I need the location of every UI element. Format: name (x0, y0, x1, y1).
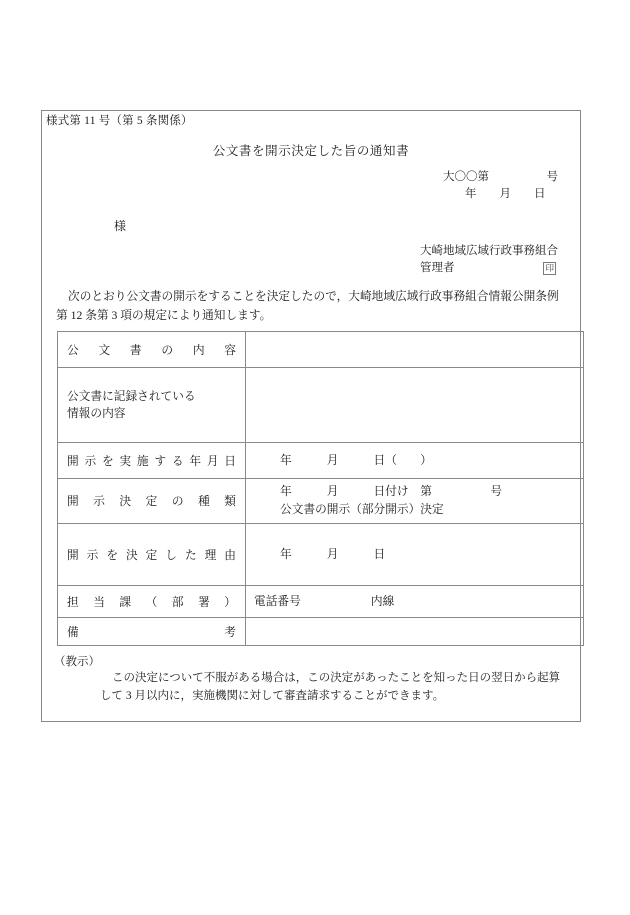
table-row (58, 443, 584, 479)
row-value-remarks[interactable] (246, 618, 584, 646)
notice-line-2: 3 月以内に，実施機関に対して審査請求することができます。 (125, 690, 445, 702)
row-label-document-content: 公文書の内容 (58, 332, 246, 368)
form-number: 様式第 11 号（第 5 条関係） (46, 115, 193, 127)
table-row (58, 332, 584, 368)
table-row (58, 479, 584, 524)
row-value-recorded-info[interactable] (246, 368, 584, 443)
notice-line-1: この決定について不服がある場合は，この決定があったことを知った日の翌日から起算して (100, 672, 561, 702)
document-date-line: 年 月 日 (465, 188, 546, 200)
row-label-decision-type: 開示決定の種類 (58, 479, 246, 524)
table-row (58, 368, 584, 443)
row-value-decision-type[interactable]: 年 月 日付け 第 号 公文書の開示（部分開示）決定 (246, 479, 584, 524)
row-value-document-content[interactable] (246, 332, 584, 368)
row-label-department: 担当課（部署） (58, 586, 246, 618)
row-label-decision-reason: 開示を決定した理由 (58, 524, 246, 586)
document-number-block (443, 169, 558, 203)
issuer-organization: 大崎地域広域行政事務組合 (420, 245, 558, 257)
table-row (58, 618, 584, 646)
row-value-department[interactable]: 電話番号 内線 (246, 586, 584, 618)
row-label-disclosure-date: 開示を実施する年月日 (58, 443, 246, 479)
form-sheet (41, 110, 581, 722)
notice-label: （教示） (54, 656, 100, 668)
disclosure-form-table (57, 331, 584, 646)
issuer-block (420, 243, 570, 277)
body-paragraph: 次のとおり公文書の開示をすることを決定したので，大崎地域広域行政事務組合情報公開条例第 12 条第 3 項の規定により通知します。 (56, 290, 559, 322)
row-value-disclosure-date[interactable]: 年 月 日（ ） (246, 443, 584, 479)
table-row (58, 586, 584, 618)
recipient-line: 様 (114, 219, 127, 233)
notice-body (100, 669, 570, 705)
table-row (58, 524, 584, 586)
issuer-role: 管理者 (420, 262, 455, 274)
row-label-recorded-info: 公文書に記録されている 情報の内容 (58, 368, 246, 443)
document-title: 公文書を開示決定した旨の通知書 (212, 144, 410, 158)
row-label-remarks: 備考 (58, 618, 246, 646)
issuer-role-row (420, 260, 556, 277)
document-number-line: 大〇〇第 号 (443, 171, 558, 183)
row-value-decision-reason[interactable]: 年 月 日 (246, 524, 584, 586)
seal-icon: 印 (545, 263, 554, 274)
